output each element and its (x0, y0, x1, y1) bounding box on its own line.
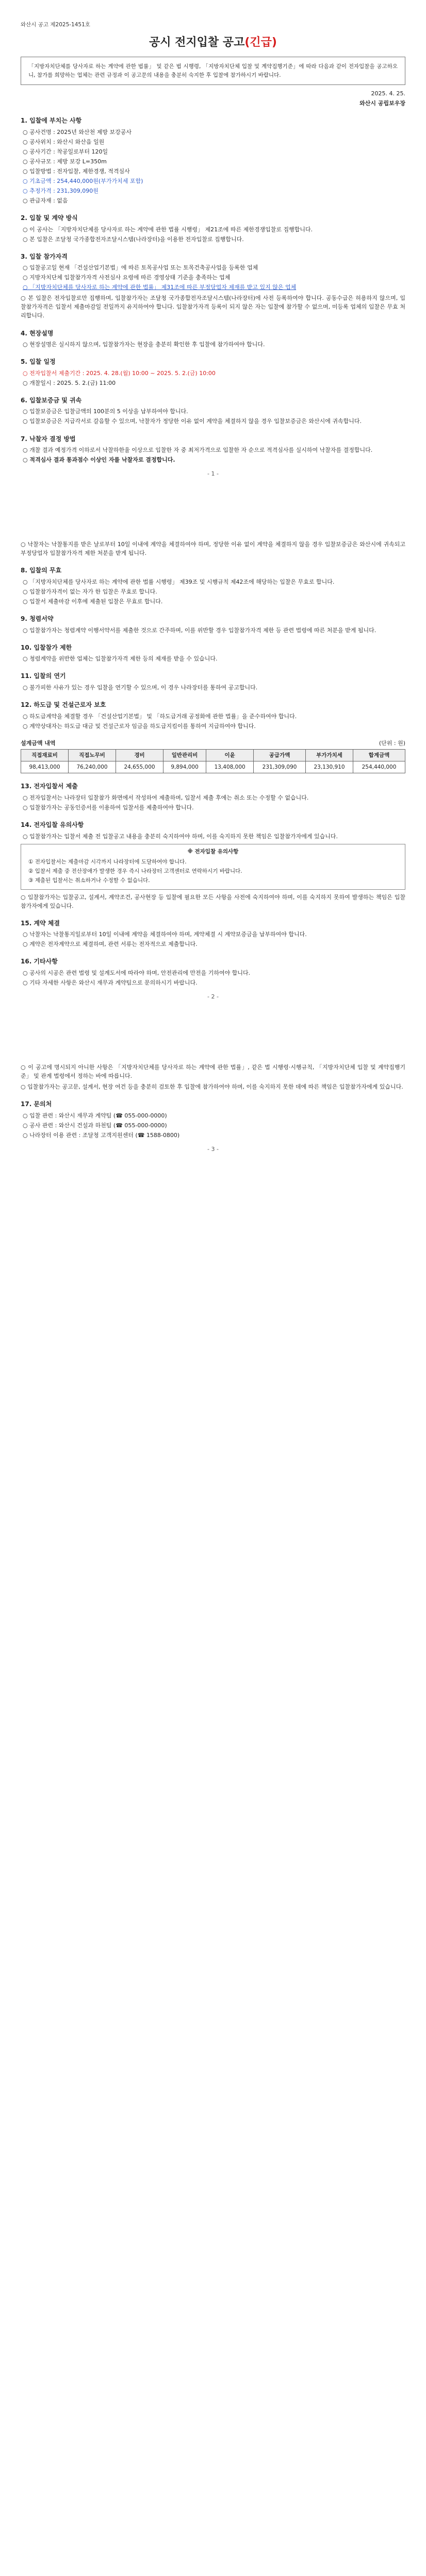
cost-table-section (21, 739, 405, 774)
section-title: 17. 문의처 (21, 1100, 52, 1108)
section-10 (21, 643, 405, 664)
table-header: 일반관리비 (163, 749, 206, 761)
section-line: ○ 기초금액 : 254,440,000원(부가가치세 포함) (23, 177, 143, 184)
section-3 (21, 252, 405, 292)
section-line: ○ 「지방자치단체를 당사자로 하는 계약에 관한 법률 시행령」 제39조 및 시행규칙 제42조에 해당하는 입찰은 무효로 합니다. (23, 578, 335, 585)
notice-line: ① 전자입찰서는 제출마감 시각까지 나라장터에 도달하여야 합니다. (28, 858, 187, 865)
section-line: ○ 입찰보증금은 입찰금액의 100분의 5 이상을 납부하여야 합니다. (23, 408, 188, 415)
section-9 (21, 614, 405, 635)
page-number: - 3 - (207, 1146, 219, 1153)
page-number: - 1 - (207, 470, 219, 478)
table-caption: 설계금액 내역 (21, 739, 56, 747)
section-line: ○ 개찰 결과 예정가격 이하로서 낙찰하한율 이상으로 입찰한 자 중 최저가격으로 입찰한 자 순으로 적격심사를 실시하여 낙찰자를 결정합니다. (23, 447, 373, 454)
page-number: - 2 - (207, 993, 219, 1001)
section-12 (21, 700, 405, 731)
section-6 (21, 396, 405, 426)
section-title: 12. 하도급 및 건설근로자 보호 (21, 701, 106, 709)
section-title: 9. 청렴서약 (21, 615, 54, 623)
meta (21, 89, 405, 108)
section-line: ○ 기타 자세한 사항은 와산시 재무과 계약팀으로 문의하시기 바랍니다. (23, 979, 198, 987)
announce-date: 2025. 4. 25. (371, 90, 405, 97)
section-line: ○ 전자입찰서 제출기간 : 2025. 4. 28.(월) 10:00 ~ 2025. 5. 2.(금) 10:00 (23, 369, 216, 377)
table-cell: 23,130,910 (306, 761, 353, 773)
section-line: ○ 하도급계약을 체결할 경우 「건설산업기본법」 및 「하도급거래 공정화에 관한 법률」을 준수하여야 합니다. (23, 713, 297, 720)
title-tag: (긴급) (244, 36, 277, 49)
section-title: 6. 입찰보증금 및 귀속 (21, 396, 82, 404)
summary-box: 「지방자치단체를 당사자로 하는 계약에 관한 법률」 및 같은 법 시행령, 「지방자치단체 입찰 및 계약집행기준」에 따라 다음과 같이 전자입찰을 공고하오니, 참가를 희망하는 업체는 관련 규정과 이 공고문의 내용을 충분히 숙지한 후 입찰에 참가하시기 바랍니다. (21, 57, 405, 85)
table-header-row (21, 749, 405, 761)
section-15 (21, 919, 405, 949)
cost-table (21, 749, 405, 774)
section-7 (21, 434, 405, 465)
table-cell: 76,240,000 (69, 761, 116, 773)
table-caption-row (21, 739, 405, 748)
table-unit: (단위 : 원) (379, 739, 405, 747)
section-line: ○ 낙찰자는 낙찰통지일로부터 10일 이내에 계약을 체결하여야 하며, 계약체결 시 계약보증금을 납부하여야 합니다. (23, 931, 307, 938)
table-header: 직접재료비 (21, 749, 69, 761)
section-line: ○ 입찰방법 : 전자입찰, 제한경쟁, 적격심사 (23, 167, 130, 175)
notice-line: ③ 제출된 입찰서는 취소하거나 수정할 수 없습니다. (28, 877, 150, 884)
section-line: ○ 공사건명 : 2025년 와산천 제방 보강공사 (23, 128, 132, 135)
section-line: ○ 본 입찰은 조달청 국가종합전자조달시스템(나라장터)을 이용한 전자입찰로 집행합니다. (23, 235, 244, 243)
section-line: ○ 공사 관련 : 와산시 건설과 하천팀 (☎ 055-000-0000) (23, 1122, 167, 1129)
section-line: ○ 불가피한 사유가 있는 경우 입찰을 연기할 수 있으며, 이 경우 나라장터를 통하여 공고합니다. (23, 684, 258, 691)
section-13 (21, 782, 405, 812)
table-row (21, 761, 405, 773)
page-title (21, 34, 405, 52)
section-line: ○ 입찰공고일 현재 「건설산업기본법」에 따른 토목공사업 또는 토목건축공사업을 등록한 업체 (23, 264, 258, 272)
table-header: 합계금액 (353, 749, 405, 761)
title-main: 공시 전지입찰 공고 (149, 36, 245, 49)
table-cell: 9,894,000 (163, 761, 206, 773)
section-line: ○ 계약상대자는 하도급 대금 및 건설근로자 임금을 하도급지킴이를 통하여 지급하여야 합니다. (23, 722, 256, 730)
table-cell: 254,440,000 (353, 761, 405, 773)
section-line: ○ 「지방자치단체를 당사자로 하는 계약에 관한 법률」 제31조에 따른 부정당업자 제재를 받고 있지 않은 업체 (23, 284, 297, 291)
paragraph: ○ 입찰참가자는 공고문, 설계서, 현장 여건 등을 충분히 검토한 후 입찰에 참가하여야 하며, 이를 숙지하지 못한 데에 따른 책임은 입찰참가자에게 있습니다. (21, 1083, 403, 1091)
section-line: ○ 입찰보증금은 지급각서로 갈음할 수 있으며, 낙찰자가 정당한 이유 없이 계약을 체결하지 않을 경우 입찰보증금은 와산시에 귀속합니다. (23, 418, 362, 425)
section-line: ○ 청렴계약을 위반한 업체는 입찰참가자격 제한 등의 제재를 받을 수 있습니다. (23, 655, 218, 663)
section-2 (21, 213, 405, 244)
section-line: ○ 개찰일시 : 2025. 5. 2.(금) 11:00 (23, 379, 116, 386)
section-line: ○ 공사기간 : 착공일로부터 120일 (23, 148, 108, 155)
section-1 (21, 116, 405, 205)
notice-line: ② 입찰서 제출 중 전산장애가 발생한 경우 즉시 나라장터 고객센터로 연락하시기 바랍니다. (28, 868, 242, 875)
table-header: 공급가액 (254, 749, 306, 761)
table-header: 직접노무비 (69, 749, 116, 761)
section-title: 13. 전자입찰서 제출 (21, 783, 78, 790)
section-line: ○ 입찰참가자는 입찰서 제출 전 입찰공고 내용을 충분히 숙지하여야 하며, 이를 숙지하지 못한 책임은 입찰참가자에게 있습니다. (23, 833, 338, 840)
table-header: 부가가치세 (306, 749, 353, 761)
section-title: 11. 입찰의 연기 (21, 672, 66, 680)
paragraph: ○ 이 공고에 명시되지 아니한 사항은 「지방자치단체를 당사자로 하는 계약에 관한 법률」, 같은 법 시행령·시행규칙, 「지방자치단체 입찰 및 계약집행기준」 및 관계 법령에서 정하는 바에 따릅니다. (21, 1064, 405, 1080)
section-title: 10. 입찰참가 제한 (21, 643, 72, 651)
section-line: ○ 전자입찰서는 나라장터 입찰참가 화면에서 작성하여 제출하며, 입찰서 제출 후에는 취소 또는 수정할 수 없습니다. (23, 794, 309, 801)
section-line: ○ 추정가격 : 231,309,090원 (23, 187, 99, 194)
section-line: ○ 입찰참가자는 공동인증서를 이용하여 입찰서를 제출하여야 합니다. (23, 804, 194, 811)
section-line: ○ 공사의 시공은 관련 법령 및 설계도서에 따라야 하며, 안전관리에 만전을 기하여야 합니다. (23, 970, 251, 977)
section-title: 8. 입찰의 무효 (21, 567, 62, 574)
section-title: 7. 낙찰자 결정 방법 (21, 435, 76, 443)
section-title: 5. 입찰 일정 (21, 358, 56, 366)
section-5 (21, 357, 405, 387)
table-cell: 13,408,000 (206, 761, 254, 773)
section-11 (21, 671, 405, 692)
notice-box-title: ※ 전자입찰 유의사항 (187, 848, 239, 855)
section-title: 15. 계약 체결 (21, 919, 60, 927)
section-title: 16. 기타사항 (21, 958, 58, 965)
table-cell: 98,413,000 (21, 761, 69, 773)
section-line: ○ 이 공사는 「지방자치단체를 당사자로 하는 계약에 관한 법률 시행령」 제21조에 따른 제한경쟁입찰로 집행합니다. (23, 226, 313, 233)
section-16 (21, 957, 405, 987)
section-14 (21, 820, 405, 841)
section-title: 14. 전자입찰 유의사항 (21, 821, 84, 828)
section-line: ○ 관급자재 : 없음 (23, 197, 68, 204)
table-header: 경비 (116, 749, 163, 761)
paragraph: ○ 본 입찰은 전자입찰로만 집행하며, 입찰참가자는 조달청 국가종합전자조달시스템(나라장터)에 사전 등록하여야 합니다. 공동수급은 허용하지 않으며, 입찰참가자격은 입찰서 제출마감일 전일까지 유지하여야 합니다. 입찰참가자격 등록이 되지 않은 자는 입찰에 참가할 수 없으며, 미등록 업체의 입찰은 무효 처리합니다. (21, 295, 405, 319)
section-line: ○ 입찰 관련 : 와산시 재무과 계약팀 (☎ 055-000-0000) (23, 1112, 167, 1119)
section-line: ○ 입찰참가자격이 없는 자가 한 입찰은 무효로 합니다. (23, 588, 157, 595)
paragraph: ○ 낙찰자는 낙찰통지를 받은 날로부터 10일 이내에 계약을 체결하여야 하며, 정당한 이유 없이 계약을 체결하지 않을 경우 입찰보증금은 와산시에 귀속되고 부정당업자 입찰참가자격 제한 처분을 받게 됩니다. (21, 541, 405, 557)
section-line: ○ 나라장터 이용 관련 : 조달청 고객지원센터 (☎ 1588-0800) (23, 1132, 180, 1139)
table-cell: 231,309,090 (254, 761, 306, 773)
notice-box (21, 844, 405, 890)
section-17 (21, 1099, 405, 1140)
section-line: ○ 공사규모 : 제방 보강 L=350m (23, 158, 107, 165)
section-4 (21, 329, 405, 349)
section-title: 2. 입찰 및 계약 방식 (21, 214, 78, 222)
section-line: ○ 입찰서 제출마감 이후에 제출된 입찰은 무효로 합니다. (23, 598, 163, 605)
table-cell: 24,655,000 (116, 761, 163, 773)
section-line: ○ 공사위치 : 와산시 와산읍 일원 (23, 138, 105, 145)
doc-number: 와산시 공고 제2025-1451호 (21, 22, 90, 28)
table-header: 이윤 (206, 749, 254, 761)
section-line: ○ 계약은 전자계약으로 체결하며, 관련 서류는 전자적으로 제출합니다. (23, 941, 198, 948)
section-title: 3. 입찰 참가자격 (21, 252, 68, 260)
section-title: 1. 입찰에 부치는 사항 (21, 116, 82, 124)
section-line: ○ 입찰참가자는 청렴계약 이행서약서를 제출한 것으로 간주하며, 이를 위반할 경우 입찰참가자격 제한 등 관련 법령에 따른 처분을 받게 됩니다. (23, 626, 376, 634)
section-line: ○ 현장설명은 실시하지 않으며, 입찰참가자는 현장을 충분히 확인한 후 입찰에 참가하여야 합니다. (23, 341, 265, 348)
section-title: 4. 현장설명 (21, 329, 54, 337)
section-8 (21, 566, 405, 606)
announce-org: 와산시 공립보우장 (359, 99, 405, 107)
paragraph: ○ 입찰참가자는 입찰공고, 설계서, 계약조건, 공사현장 등 입찰에 필요한 모든 사항을 사전에 숙지하여야 하며, 이를 숙지하지 못하여 발생하는 책임은 입찰참가자에게 있습니다. (21, 893, 405, 909)
section-line: ○ 적격심사 결과 통과점수 이상인 자를 낙찰자로 결정합니다. (23, 456, 175, 464)
section-line: ○ 지방자치단체 입찰참가자격 사전심사 요령에 따른 경영상태 기준을 충족하는 업체 (23, 274, 231, 281)
